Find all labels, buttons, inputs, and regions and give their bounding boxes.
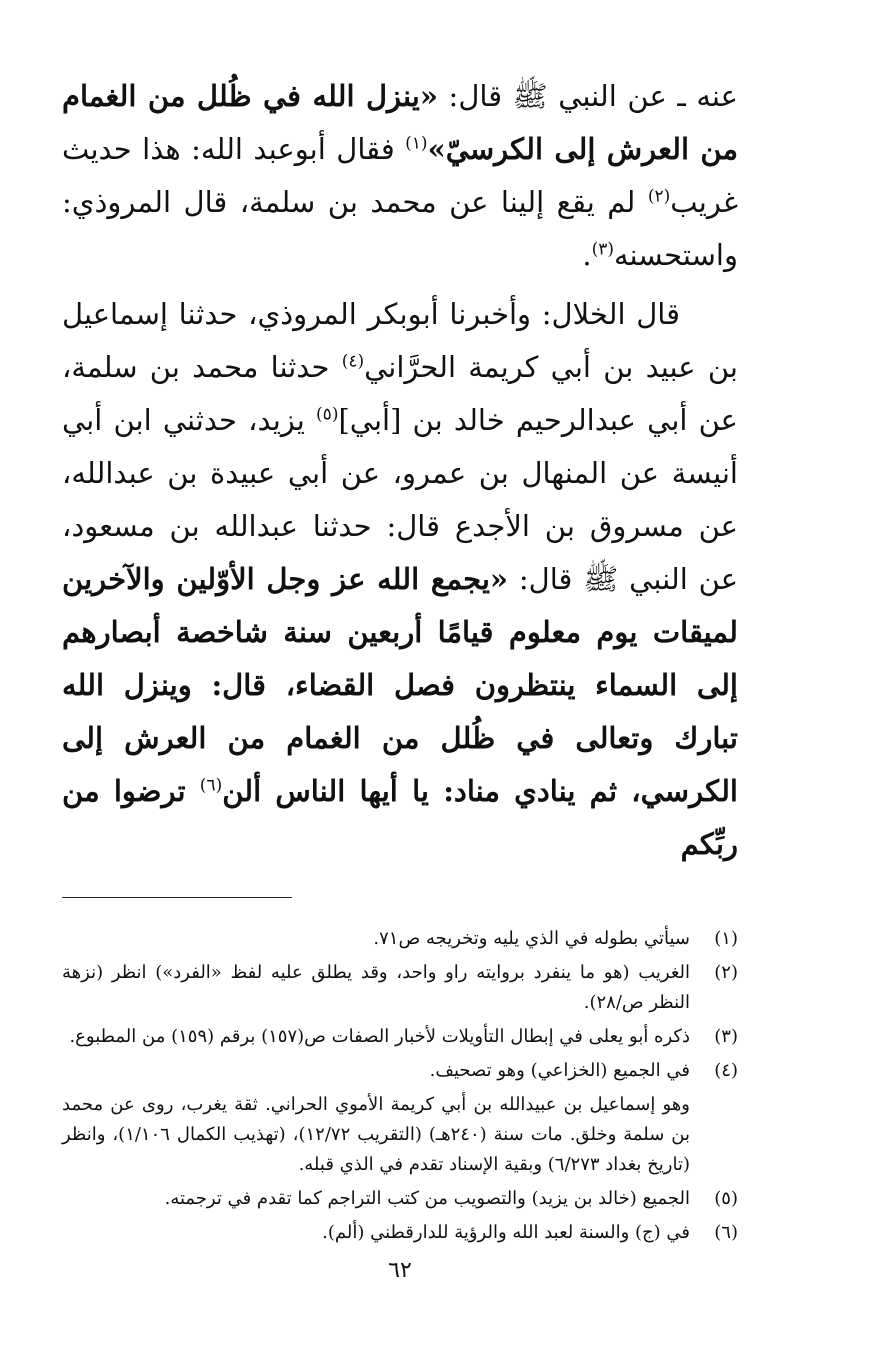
footnote-text: ذكره أبو يعلى في إبطال التأويلات لأخبار الصفات ص(١٥٧) برقم (١٥٩) من المطبوع.	[69, 1026, 690, 1047]
paragraph-1	[62, 70, 738, 282]
footnote-1	[62, 924, 738, 954]
footnote-ref-4: (٤)	[341, 351, 365, 372]
footnote-ref-3: (٣)	[591, 239, 614, 260]
book-page	[62, 70, 738, 1290]
text-run: يزيد، حدثني ابن أبي أنيسة عن المنهال بن عمرو، عن أبي عبيدة بن عبدالله، عن مسروق بن الأجدع قال: حدثنا عبدالله بن مسعود، عن النبي ﷺ قال:	[62, 403, 738, 596]
hadith-quote: «يجمع الله عز وجل الأوّلين والآخرين لميقات يوم معلوم قيامًا أربعين سنة شاخصة أبصارهم إلى السماء ينتظرون فصل القضاء، قال: وينزل الله تبارك وتعالى في ظُلل من الغمام من العرش إلى الكرسي، ثم ينادي مناد: يا أيها الناس ألن	[62, 562, 738, 808]
footnote-4	[62, 1056, 738, 1180]
footnote-3	[62, 1022, 738, 1052]
text-run: قال الخلال: وأخبرنا أبوبكر المروذي، حدثنا إسماعيل بن عبيد بن أبي كريمة الحرَّاني	[62, 297, 738, 384]
main-text	[62, 70, 738, 871]
footnote-text: سيأتي بطوله في الذي يليه وتخريجه ص٧١.	[373, 928, 690, 949]
text-run: حدثنا محمد بن سلمة، عن أبي عبدالرحيم خالد بن [أبي]	[62, 350, 738, 437]
footnote-number: (٢)	[714, 962, 738, 983]
footnote-number: (٥)	[714, 1188, 738, 1209]
footnote-text: الجميع (خالد بن يزيد) والتصويب من كتب التراجم كما تقدم في ترجمته.	[164, 1188, 690, 1209]
footnote-continuation: وهو إسماعيل بن عبيدالله بن أبي كريمة الأموي الحراني. ثقة يغرب، روى عن محمد بن سلمة وخلق. مات سنة (٢٤٠هـ) (التقريب ١٢/٧٢)، (تهذيب الكمال ١/١٠٦)، وانظر (تاريخ بغداد ٦/٢٧٣) وبقية الإسناد تقدم في الذي قبله.	[62, 1094, 690, 1175]
hadith-quote-end: ترضوا من ربِّكم	[62, 774, 738, 861]
footnote-separator	[62, 897, 292, 898]
footnote-ref-6: (٦)	[199, 775, 223, 796]
text-run: لم يقع إلينا عن محمد بن سلمة، قال المروذي: واستحسنه	[62, 185, 738, 272]
footnote-text: في الجميع (الخزاعي) وهو تصحيف.	[429, 1060, 690, 1081]
page-number: ٦٢	[388, 1258, 412, 1283]
text-run: عنه ـ عن النبي ﷺ قال:	[438, 79, 738, 113]
footnote-body	[62, 1056, 690, 1180]
footnotes	[62, 924, 738, 1248]
footnote-ref-2: (٢)	[647, 186, 671, 207]
footnote-5	[62, 1184, 738, 1214]
text-run: فقال أبوعبد الله: هذا حديث غريب	[62, 132, 738, 219]
footnote-number: (١)	[714, 928, 738, 949]
footnote-6	[62, 1218, 738, 1248]
footnote-ref-1: (١)	[405, 133, 428, 154]
footnote-text: في (ج) والسنة لعبد الله والرؤية للدارقطني (ألم).	[322, 1222, 690, 1243]
hadith-quote: «ينزل الله في ظُلل من الغمام من العرش إلى الكرسيّ»	[62, 79, 738, 166]
footnote-number: (٤)	[714, 1060, 738, 1081]
paragraph-2	[62, 288, 738, 871]
footnote-ref-5: (٥)	[316, 404, 339, 425]
footnote-number: (٣)	[714, 1026, 738, 1047]
footnote-number: (٦)	[714, 1222, 738, 1243]
footnote-text: الغريب (هو ما ينفرد بروايته راو واحد، وقد يطلق عليه لفظ «الفرد») انظر (نزهة النظر ص/٢٨).	[62, 962, 690, 1013]
footnote-2	[62, 958, 738, 1018]
text-run: .	[582, 238, 592, 272]
